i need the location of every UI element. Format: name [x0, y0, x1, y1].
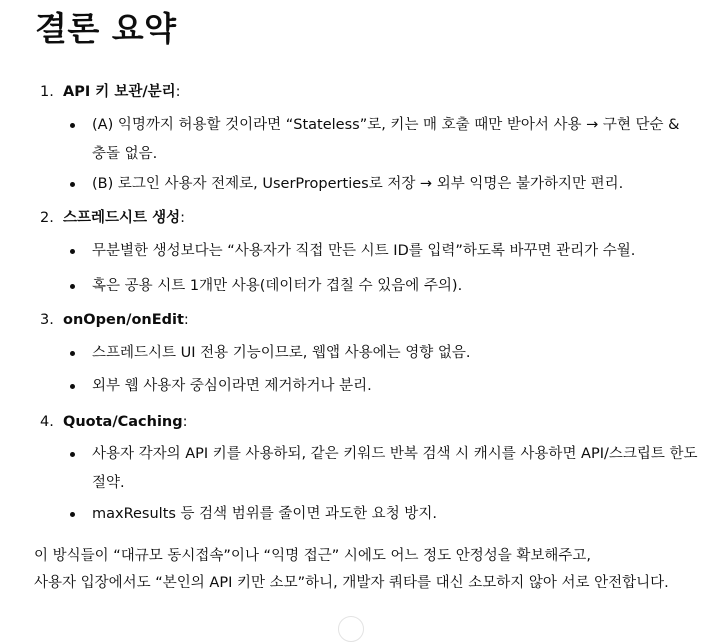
- scroll-down-button[interactable]: [338, 616, 364, 642]
- conclusion-paragraph: [34, 543, 694, 597]
- bullet-text: 혹은 공용 시트 1개만 사용(데이터가 겹칠 수 있음에 주의).: [92, 278, 463, 294]
- bullet-item: [70, 237, 700, 266]
- bullet-text: 무분별한 생성보다는 “사용자가 직접 만든 시트 ID를 입력”하도록 바꾸면 관리가 수월.: [92, 243, 636, 259]
- bullet-dot-icon: [70, 384, 75, 389]
- conclusion-line: 사용자 입장에서도 “본인의 API 키만 소모”하니, 개발자 쿼타를 대신 소모하지 않아 서로 안전합니다.: [34, 575, 669, 591]
- bullet-text: 외부 웹 사용자 중심이라면 제거하거나 분리.: [92, 378, 372, 394]
- conclusion-line: 이 방식들이 “대규모 동시접속”이나 “익명 접근” 시에도 어느 정도 안정성을 확보해주고,: [34, 548, 591, 564]
- bullet-dot-icon: [70, 182, 75, 187]
- bullet-dot-icon: [70, 123, 75, 128]
- page-title: 결론 요약: [35, 9, 177, 48]
- list-colon: :: [182, 414, 188, 430]
- list-number: 4.: [40, 414, 54, 430]
- list-heading: 스프레드시트 생성: [63, 210, 181, 226]
- list-item-onopen: [40, 309, 189, 331]
- list-heading: API 키 보관/분리: [63, 84, 176, 100]
- bullet-item: [70, 170, 700, 199]
- bullet-item: [70, 111, 700, 169]
- bullet-dot-icon: [70, 452, 75, 457]
- bullet-text: (A) 익명까지 허용할 것이라면 “Stateless”로, 키는 매 호출 때만 받아서 사용 → 구현 단순 & 충돌 없음.: [92, 117, 680, 162]
- bullet-text: 스프레드시트 UI 전용 기능이므로, 웹앱 사용에는 영향 없음.: [92, 345, 471, 361]
- bullet-text: maxResults 등 검색 범위를 줄이면 과도한 요청 방지.: [92, 506, 437, 522]
- list-item-quota: [40, 411, 188, 433]
- bullet-item: [70, 372, 700, 401]
- bullet-item: [70, 272, 700, 301]
- list-number: 2.: [40, 210, 54, 226]
- bullet-item: [70, 339, 700, 368]
- bullet-text: 사용자 각자의 API 키를 사용하되, 같은 키워드 반복 검색 시 캐시를 사용하면 API/스크립트 한도 절약.: [92, 446, 698, 491]
- list-heading: onOpen/onEdit: [63, 312, 184, 328]
- list-colon: :: [175, 84, 181, 100]
- list-number: 1.: [40, 84, 54, 100]
- list-heading: Quota/Caching: [63, 414, 183, 430]
- bullet-dot-icon: [70, 351, 75, 356]
- bullet-dot-icon: [70, 512, 75, 517]
- bullet-dot-icon: [70, 284, 75, 289]
- list-item-api-key: [40, 81, 181, 103]
- list-colon: :: [180, 210, 185, 226]
- bullet-dot-icon: [70, 249, 75, 254]
- bullet-item: [70, 440, 700, 498]
- list-number: 3.: [40, 312, 54, 328]
- list-colon: :: [183, 312, 189, 328]
- bullet-item: [70, 500, 700, 529]
- list-item-spreadsheet: [40, 207, 185, 229]
- bullet-text: (B) 로그인 사용자 전제로, UserProperties로 저장 → 외부 익명은 불가하지만 편리.: [92, 176, 624, 192]
